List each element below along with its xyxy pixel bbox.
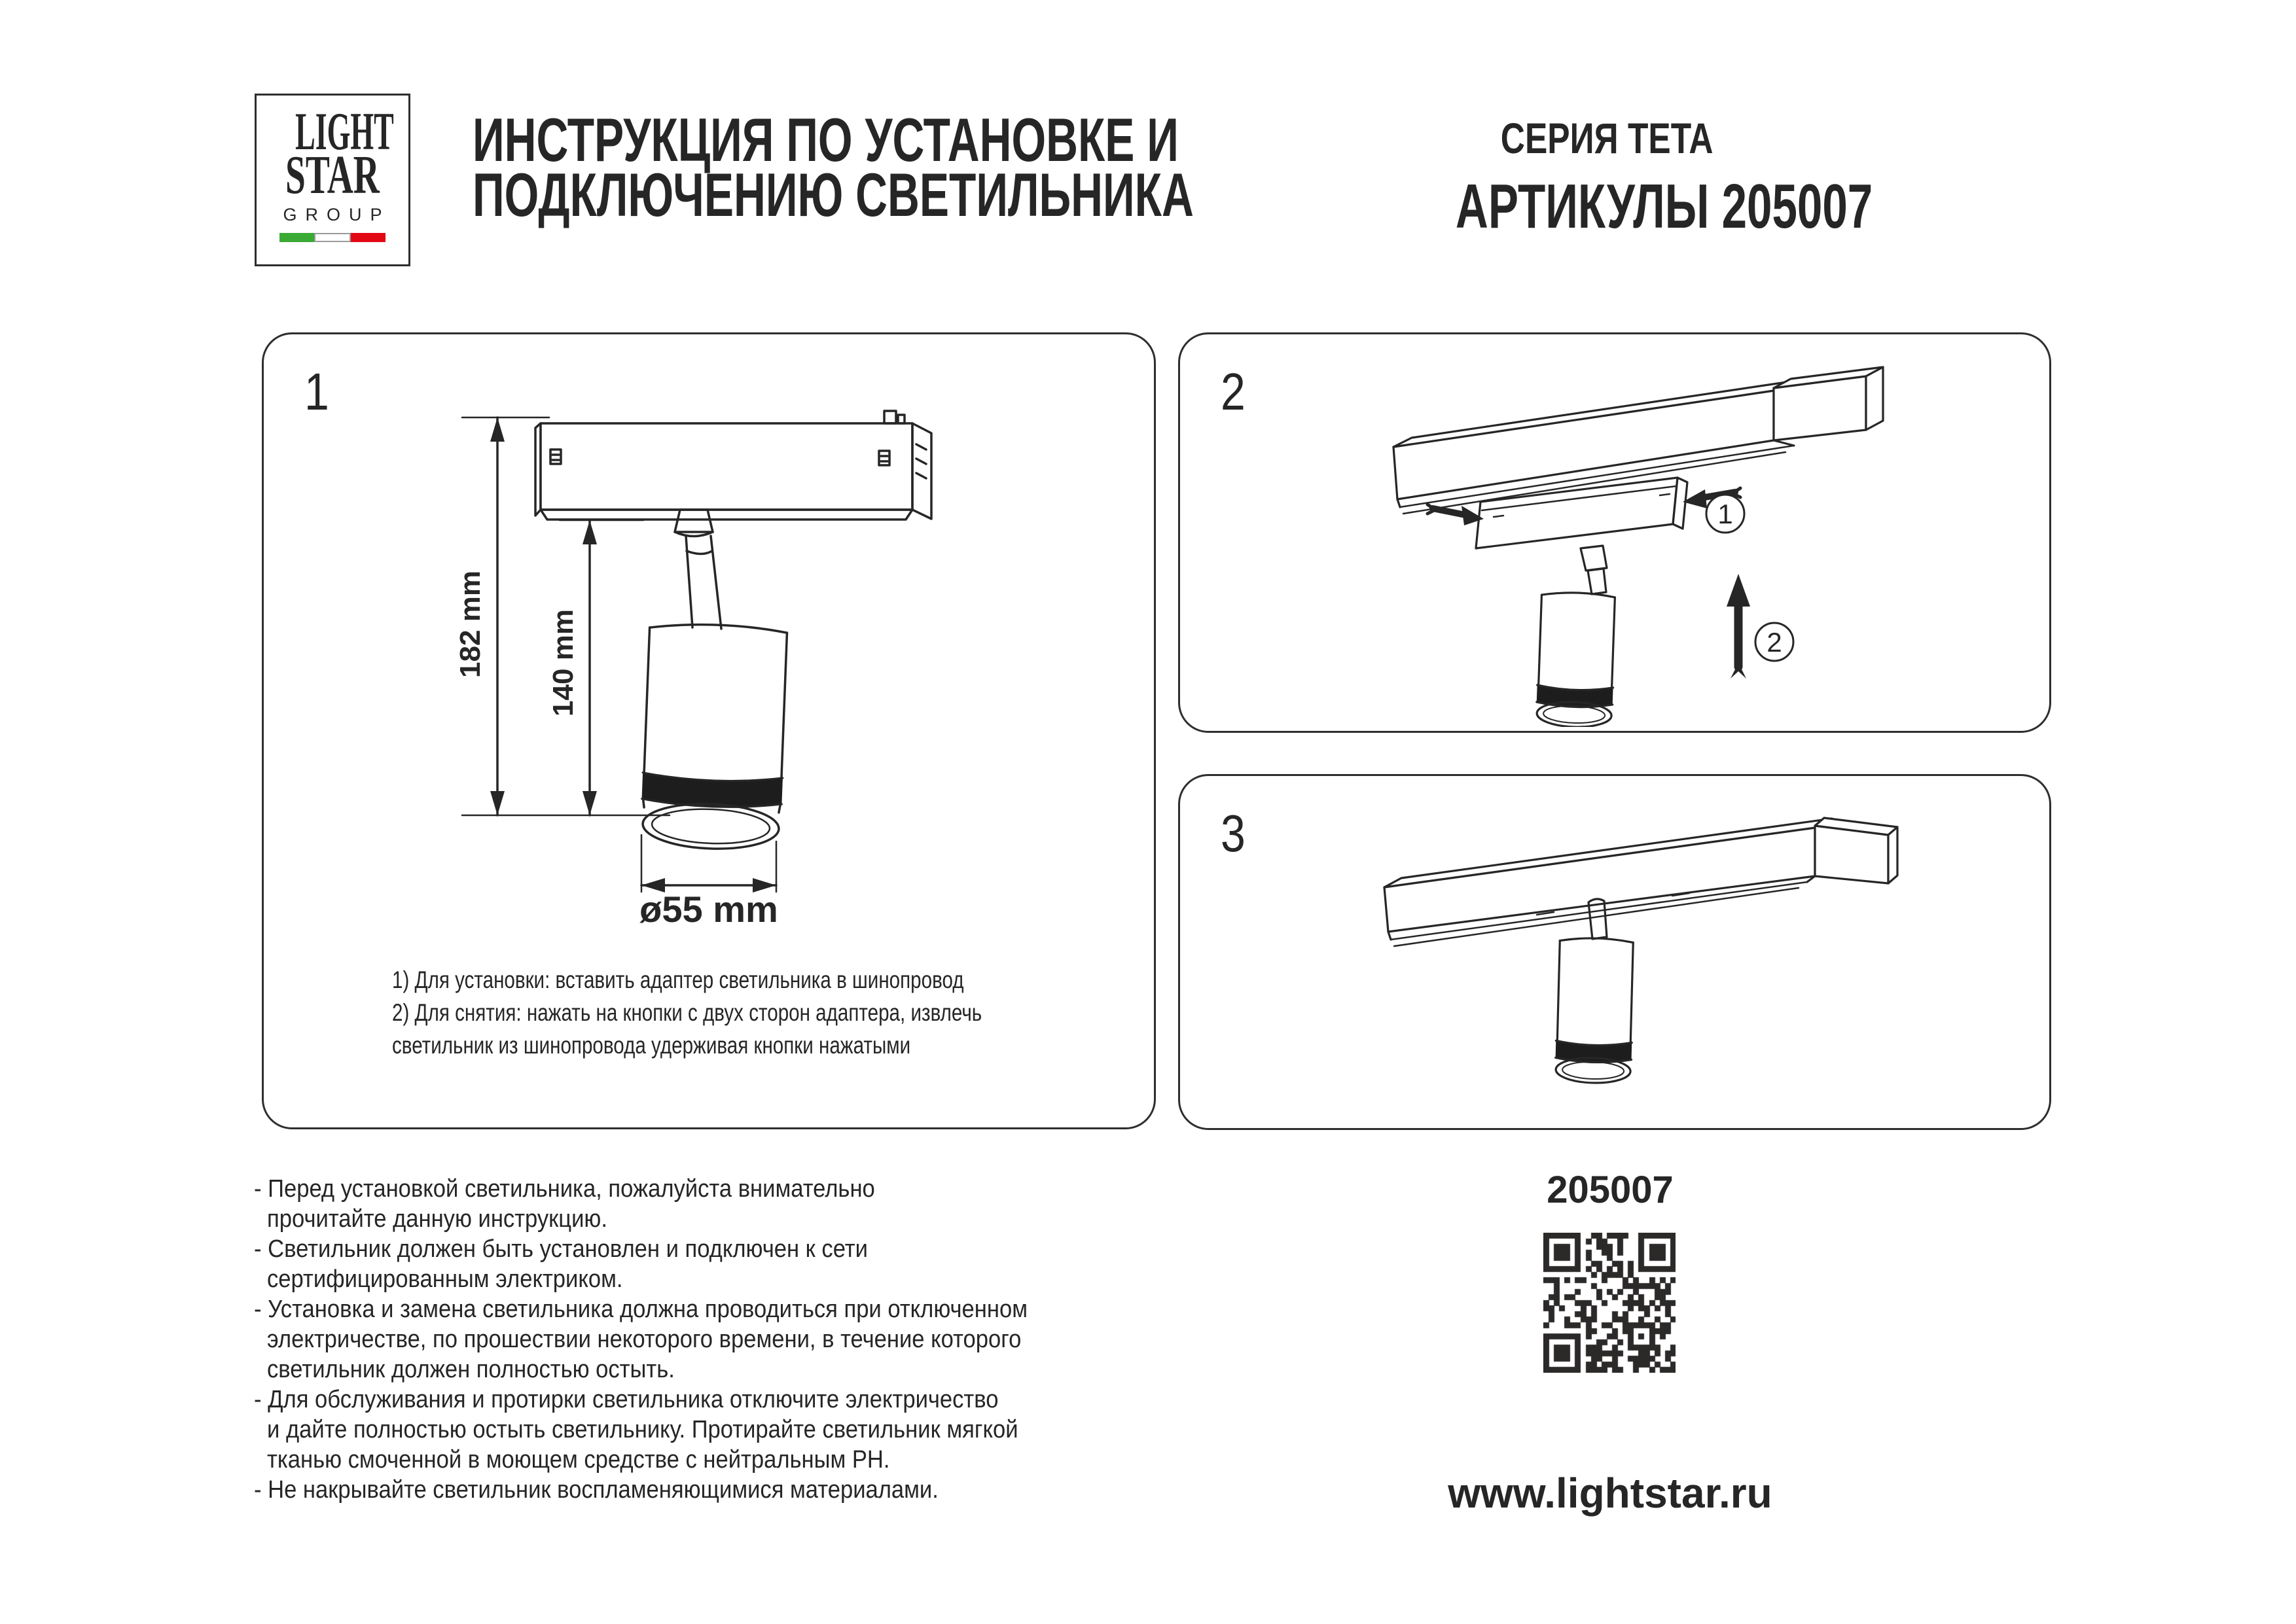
warning-line: - Перед установкой светильника, пожалуйста внимательно: [254, 1175, 875, 1203]
warning-line: - Светильник должен быть установлен и подключен к сети: [254, 1235, 868, 1263]
logo-word-star: STAR: [285, 145, 380, 205]
flag-white: [314, 233, 351, 242]
warning-line: - Не накрывайте светильник воспламеняющимися материалами.: [254, 1476, 939, 1504]
dim-label-diameter: ø55 mm: [639, 889, 778, 930]
caption-line-2: 2) Для снятия: нажать на кнопки с двух сторон адаптера, извлечь: [392, 999, 982, 1026]
warning-line: электричестве, по прошествии некоторого времени, в течение которого: [267, 1326, 1022, 1353]
installed-diagram: [1180, 776, 2045, 1124]
flag-red: [351, 233, 386, 242]
panel-step-3: [1178, 774, 2051, 1130]
footer-article-number: 205007: [1547, 1169, 1674, 1211]
page-title: [473, 105, 1194, 229]
dim-label-182: 182 mm: [454, 571, 486, 678]
panel-step-1: [262, 332, 1156, 1129]
warning-line: - Для обслуживания и протирки светильника отключите электричество: [254, 1386, 999, 1413]
title-line-2: ПОДКЛЮЧЕНИЮ СВЕТИЛЬНИКА: [473, 160, 1194, 229]
lightstar-logo: [255, 94, 410, 266]
logo-word-group: GROUP: [283, 205, 391, 224]
warning-line: сертифицированным электриком.: [267, 1265, 623, 1293]
title-line-1: ИНСТРУКЦИЯ ПО УСТАНОВКЕ И: [473, 105, 1179, 174]
qr-code: [1543, 1233, 1676, 1373]
warning-line: и дайте полностью остыть светильнику. Протирайте светильник мягкой: [267, 1416, 1018, 1443]
insertion-diagram: [1180, 334, 2045, 727]
panel-step-2: [1178, 332, 2051, 733]
articles-label: АРТИКУЛЫ 205007: [1455, 171, 1873, 241]
panel-2-number: 2: [1221, 362, 1246, 421]
flag-green: [279, 233, 314, 242]
panel-1-caption: [392, 964, 982, 1062]
warning-line: - Установка и замена светильника должна проводиться при отключенном: [254, 1296, 1028, 1323]
warnings-list: [254, 1174, 1028, 1505]
step-badge-1: 1: [1717, 499, 1733, 529]
logo-word-light: LIGHT: [295, 101, 394, 161]
dim-label-140: 140 mm: [547, 609, 579, 716]
caption-line-1: 1) Для установки: вставить адаптер светильника в шинопровод: [392, 966, 964, 993]
series-label: СЕРИЯ TETA: [1500, 114, 1713, 162]
website-url: www.lightstar.ru: [1448, 1470, 1772, 1517]
step-badge-2: 2: [1767, 627, 1782, 658]
panel-3-number: 3: [1221, 804, 1246, 862]
warning-line: тканью смоченной в моющем средстве с нейтральным PH.: [267, 1446, 890, 1474]
italian-flag-icon: [279, 233, 386, 242]
panel-1-number: 1: [304, 362, 329, 421]
caption-line-3: светильник из шинопровода удерживая кнопки нажатыми: [392, 1032, 911, 1059]
warning-line: светильник должен полностью остыть.: [267, 1356, 675, 1383]
warning-line: прочитайте данную инструкцию.: [267, 1205, 607, 1233]
